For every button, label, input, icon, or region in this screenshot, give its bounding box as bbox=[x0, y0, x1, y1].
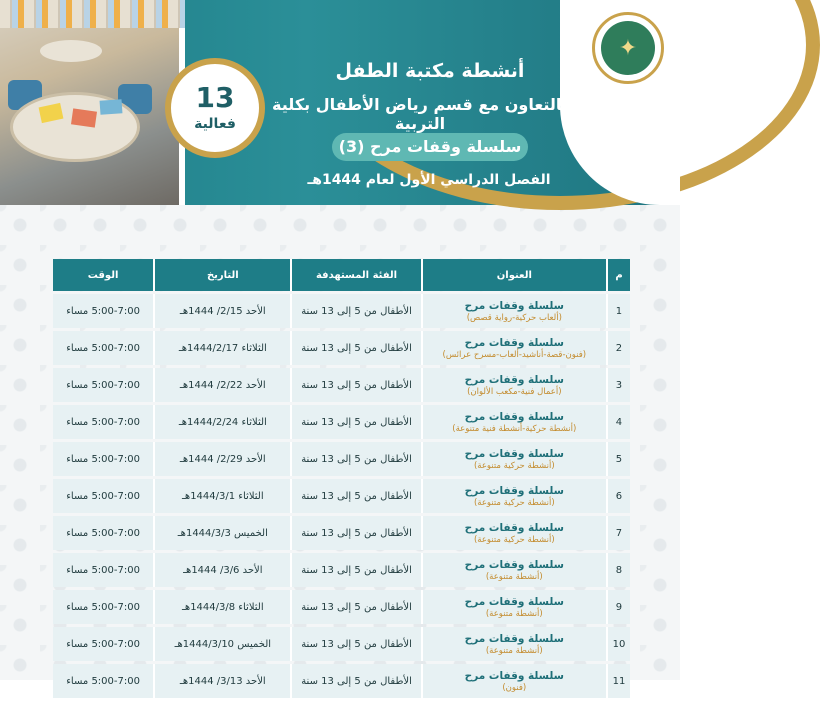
row-time: 5:00-7:00 مساء bbox=[53, 405, 153, 439]
row-date: الأحد 2/22/ 1444هـ bbox=[153, 368, 290, 402]
row-title-cell bbox=[421, 294, 606, 328]
row-number: 2 bbox=[606, 331, 630, 365]
row-target: الأطفال من 5 إلى 13 سنة bbox=[290, 627, 420, 661]
event-subtitle: (فنون-قصة-أناشيد-ألعاب-مسرح عرائس) bbox=[442, 349, 587, 360]
row-time: 5:00-7:00 مساء bbox=[53, 664, 153, 698]
table-row bbox=[53, 442, 630, 476]
page-title: أنشطة مكتبة الطفل bbox=[335, 60, 525, 82]
row-date: الأحد 2/29/ 1444هـ bbox=[153, 442, 290, 476]
book-image bbox=[100, 99, 123, 115]
row-target: الأطفال من 5 إلى 13 سنة bbox=[290, 590, 420, 624]
book-image bbox=[71, 108, 97, 127]
event-title: سلسلة وقفات مرح bbox=[464, 299, 564, 312]
row-target: الأطفال من 5 إلى 13 سنة bbox=[290, 479, 420, 513]
header-date: التاريخ bbox=[153, 259, 290, 291]
header bbox=[0, 0, 680, 205]
event-title: سلسلة وقفات مرح bbox=[464, 595, 564, 608]
semester-text: الفصل الدراسي الأول لعام 1444هـ bbox=[307, 172, 551, 188]
row-date: الأحد 2/15/ 1444هـ bbox=[153, 294, 290, 328]
row-time: 5:00-7:00 مساء bbox=[53, 590, 153, 624]
event-subtitle: (أنشطة متنوعة) bbox=[485, 645, 543, 656]
event-subtitle: (فنون) bbox=[502, 682, 527, 693]
row-time: 5:00-7:00 مساء bbox=[53, 331, 153, 365]
row-number: 1 bbox=[606, 294, 630, 328]
row-time: 5:00-7:00 مساء bbox=[53, 368, 153, 402]
row-date: الثلاثاء 1444/2/24هـ bbox=[153, 405, 290, 439]
row-title-cell bbox=[421, 590, 606, 624]
row-number: 4 bbox=[606, 405, 630, 439]
row-title-cell bbox=[421, 553, 606, 587]
library-photo bbox=[0, 0, 185, 205]
row-date: الأحد 3/6/ 1444هـ bbox=[153, 553, 290, 587]
table-row bbox=[53, 553, 630, 587]
event-title: سلسلة وقفات مرح bbox=[464, 410, 564, 423]
row-date: الأحد 3/13/ 1444هـ bbox=[153, 664, 290, 698]
row-target: الأطفال من 5 إلى 13 سنة bbox=[290, 405, 420, 439]
row-target: الأطفال من 5 إلى 13 سنة bbox=[290, 442, 420, 476]
row-title-cell bbox=[421, 405, 606, 439]
event-title: سلسلة وقفات مرح bbox=[464, 373, 564, 386]
bookshelf-image bbox=[0, 0, 185, 28]
event-subtitle: (أنشطة حركية متنوعة) bbox=[473, 534, 555, 545]
table-row bbox=[53, 627, 630, 661]
row-title-cell bbox=[421, 479, 606, 513]
event-subtitle: (أعمال فنية-مكعب الألوان) bbox=[467, 386, 562, 397]
table-row bbox=[53, 516, 630, 550]
event-subtitle: (أنشطة متنوعة) bbox=[485, 571, 543, 582]
row-number: 10 bbox=[606, 627, 630, 661]
event-title: سلسلة وقفات مرح bbox=[464, 558, 564, 571]
row-number: 11 bbox=[606, 664, 630, 698]
row-number: 6 bbox=[606, 479, 630, 513]
row-target: الأطفال من 5 إلى 13 سنة bbox=[290, 294, 420, 328]
event-subtitle: (أنشطة متنوعة) bbox=[485, 608, 543, 619]
row-date: الثلاثاء 1444/3/8هـ bbox=[153, 590, 290, 624]
row-title-cell bbox=[421, 627, 606, 661]
table-row bbox=[53, 479, 630, 513]
table-row bbox=[53, 405, 630, 439]
row-date: الخميس 1444/3/3هـ bbox=[153, 516, 290, 550]
row-target: الأطفال من 5 إلى 13 سنة bbox=[290, 664, 420, 698]
table-header-row bbox=[53, 259, 630, 291]
header-number: م bbox=[606, 259, 630, 291]
activities-count: 13 bbox=[195, 81, 235, 114]
event-title: سلسلة وقفات مرح bbox=[464, 336, 564, 349]
row-date: الثلاثاء 1444/2/17هـ bbox=[153, 331, 290, 365]
row-number: 8 bbox=[606, 553, 630, 587]
row-title-cell bbox=[421, 516, 606, 550]
event-title: سلسلة وقفات مرح bbox=[464, 669, 564, 682]
header-title: العنوان bbox=[421, 259, 606, 291]
table-row bbox=[53, 368, 630, 402]
event-subtitle: (أنشطة حركية متنوعة) bbox=[473, 497, 555, 508]
event-title: سلسلة وقفات مرح bbox=[464, 521, 564, 534]
series-badge: سلسلة وقفات مرح (3) bbox=[332, 133, 528, 161]
schedule-table bbox=[53, 256, 630, 701]
row-number: 5 bbox=[606, 442, 630, 476]
row-target: الأطفال من 5 إلى 13 سنة bbox=[290, 331, 420, 365]
event-subtitle: (أنشطة حركية متنوعة) bbox=[473, 460, 555, 471]
row-time: 5:00-7:00 مساء bbox=[53, 627, 153, 661]
table-row bbox=[53, 664, 630, 698]
row-title-cell bbox=[421, 331, 606, 365]
university-logo bbox=[592, 12, 664, 84]
row-title-cell bbox=[421, 442, 606, 476]
row-number: 3 bbox=[606, 368, 630, 402]
activities-count-label: فعالية bbox=[194, 116, 236, 132]
header-time: الوقت bbox=[53, 259, 153, 291]
row-target: الأطفال من 5 إلى 13 سنة bbox=[290, 516, 420, 550]
row-target: الأطفال من 5 إلى 13 سنة bbox=[290, 368, 420, 402]
table-row bbox=[53, 590, 630, 624]
event-title: سلسلة وقفات مرح bbox=[464, 447, 564, 460]
row-target: الأطفال من 5 إلى 13 سنة bbox=[290, 553, 420, 587]
header-target: الفئة المستهدفة bbox=[290, 259, 420, 291]
page-subtitle: بالتعاون مع قسم رياض الأطفال بكلية التربية bbox=[272, 95, 568, 133]
row-title-cell bbox=[421, 664, 606, 698]
row-number: 7 bbox=[606, 516, 630, 550]
table-row bbox=[53, 294, 630, 328]
event-title: سلسلة وقفات مرح bbox=[464, 632, 564, 645]
row-time: 5:00-7:00 مساء bbox=[53, 516, 153, 550]
event-title: سلسلة وقفات مرح bbox=[464, 484, 564, 497]
row-date: الخميس 1444/3/10هـ bbox=[153, 627, 290, 661]
event-subtitle: (أنشطة حركية-أنشطة فنية متنوعة) bbox=[452, 423, 577, 434]
row-time: 5:00-7:00 مساء bbox=[53, 479, 153, 513]
row-date: الثلاثاء 1444/3/1هـ bbox=[153, 479, 290, 513]
row-time: 5:00-7:00 مساء bbox=[53, 553, 153, 587]
row-time: 5:00-7:00 مساء bbox=[53, 442, 153, 476]
palm-emblem-icon: ✦ bbox=[601, 21, 655, 75]
row-number: 9 bbox=[606, 590, 630, 624]
table-image bbox=[40, 40, 102, 62]
row-time: 5:00-7:00 مساء bbox=[53, 294, 153, 328]
table-row bbox=[53, 331, 630, 365]
row-title-cell bbox=[421, 368, 606, 402]
event-subtitle: (ألعاب حركية-رواية قصص) bbox=[466, 312, 562, 323]
activities-count-badge bbox=[165, 58, 265, 158]
